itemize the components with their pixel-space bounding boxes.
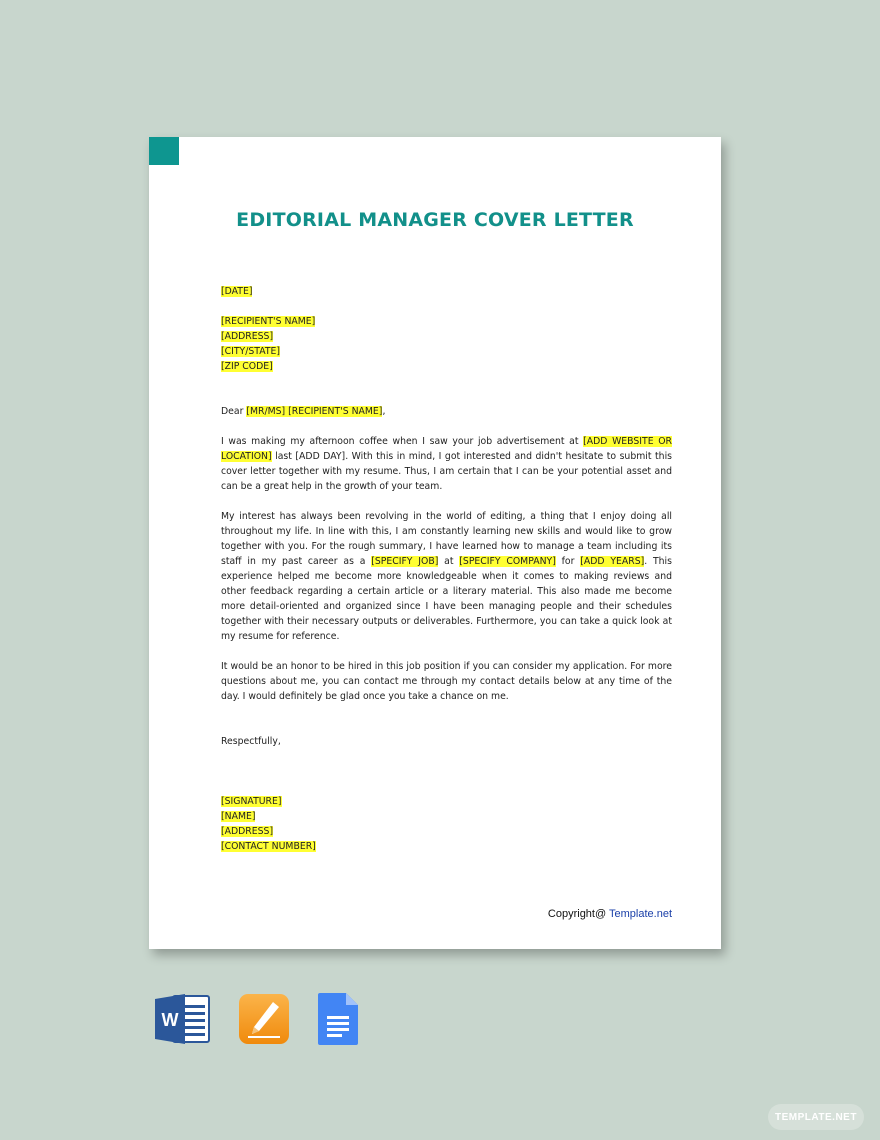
document-page xyxy=(149,137,721,949)
corner-accent xyxy=(149,137,179,165)
recipient-line: [RECIPIENT'S NAME] xyxy=(221,316,316,327)
website-placeholder: [ADD WEBSITE OR LOCATION] xyxy=(221,436,672,462)
salutation: Dear [MR/MS] [RECIPIENT'S NAME], xyxy=(221,406,386,417)
recipient-line: [CITY/STATE] xyxy=(221,346,281,357)
salutation-title: [MR/MS] xyxy=(246,406,286,417)
word-letter: W xyxy=(161,1010,179,1030)
google-docs-icon[interactable] xyxy=(317,993,359,1045)
paragraph-1: I was making my afternoon coffee when I saw your job advertisement at [ADD WEBSITE OR LOCATION] last [ADD DAY]. With this in mind, I got interested and didn't hesitate to submit this cover letter together with my resume. Thus, I am certain that I can be your potential asset and can be a great help in the growth of your team. xyxy=(221,436,672,492)
date-placeholder: [DATE] xyxy=(221,286,253,297)
letter-body xyxy=(221,284,672,854)
apple-pages-icon[interactable] xyxy=(238,993,290,1045)
microsoft-word-icon[interactable] xyxy=(155,993,211,1045)
recipient-line: [ADDRESS] xyxy=(221,331,274,342)
paragraph-3: It would be an honor to be hired in this job position if you can consider my application. For more questions about me, you can contact me through my contact details below at any time of the day. I would definitely be glad once you take a chance on me. xyxy=(221,661,672,702)
job-placeholder: [SPECIFY JOB] xyxy=(371,556,439,567)
signature-line: [SIGNATURE] xyxy=(221,796,282,807)
signature-line: [NAME] xyxy=(221,811,256,822)
recipient-line: [ZIP CODE] xyxy=(221,361,273,372)
template-net-link[interactable]: Template.net xyxy=(609,908,672,920)
recipient-block xyxy=(221,314,672,374)
template-net-badge[interactable]: TEMPLATE.NET xyxy=(768,1104,864,1130)
company-placeholder: [SPECIFY COMPANY] xyxy=(459,556,556,567)
years-placeholder: [ADD YEARS] xyxy=(580,556,645,567)
signature-line: [ADDRESS] xyxy=(221,826,274,837)
signature-line: [CONTACT NUMBER] xyxy=(221,841,316,852)
paragraph-2: My interest has always been revolving in the world of editing, a thing that I enjoy doing all throughout my life. In line with this, I am constantly learning new skills and would like to grow together with you. For the rough summary, I have learned how to manage a team including its staff in my past career as a [SPECIFY JOB] at [SPECIFY COMPANY] for [ADD YEARS]. This experience helped me become more knowledgeable when it comes to making reviews and other feedback regarding a certain article or a literary material. This also made me become more detail-oriented and organized since I have been managing people and their schedules together with their necessary outputs or deliverables. Furthermore, you can take a quick look at my resume for reference. xyxy=(221,511,672,642)
closing: Respectfully, xyxy=(221,736,281,747)
copyright: Copyright@ Template.net xyxy=(547,908,672,920)
document-title: EDITORIAL MANAGER COVER LETTER xyxy=(236,209,634,231)
signature-block xyxy=(221,794,672,854)
salutation-name: [RECIPIENT'S NAME] xyxy=(288,406,383,417)
app-format-icons xyxy=(0,993,880,1049)
